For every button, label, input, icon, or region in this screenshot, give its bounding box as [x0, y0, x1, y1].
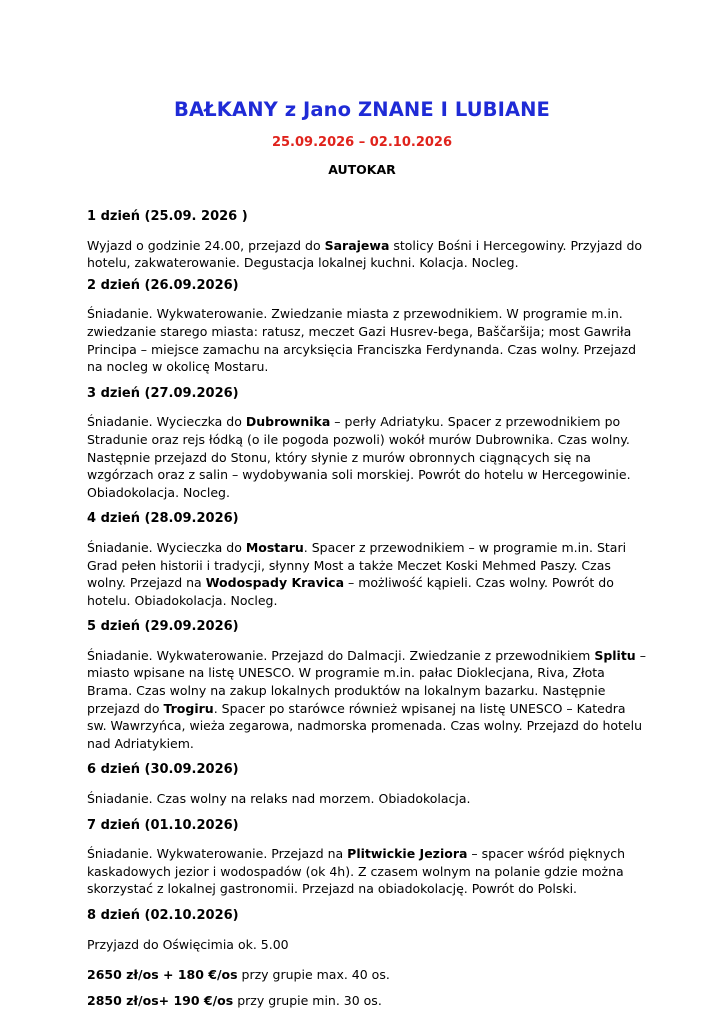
day-section	[87, 907, 647, 953]
highlighted-place: Splitu	[594, 647, 636, 663]
day-section	[87, 618, 647, 752]
day-section	[87, 510, 647, 609]
highlighted-place: Dubrownika	[245, 414, 331, 430]
day-description	[87, 237, 647, 272]
day-heading: 4 dzień (28.09.2026)	[87, 511, 239, 527]
day-heading: 6 dzień (30.09.2026)	[87, 762, 239, 778]
price-amount: 2650 zł/os + 180 €/os	[87, 967, 238, 983]
trip-dates: 25.09.2026 – 02.10.2026	[271, 135, 453, 150]
description-text: stolicy Bośni i Hercegowiny. Przyjazd do hotelu, zakwaterowanie. Degustacja lokalnej kuchni. Kolacja. Nocleg.	[87, 237, 643, 271]
day-section	[87, 761, 647, 807]
day-description	[87, 936, 647, 954]
description-text: . Spacer po starówce również wpisanej na listę UNESCO – Katedra sw. Wawrzyńca, wieża zegarowa, nadmorska promenada. Czas wolny. Przejazd do hotelu nad Adriatykiem.	[87, 700, 643, 751]
day-heading: 1 dzień (25.09. 2026 )	[87, 209, 248, 224]
highlighted-place: Wodospady Kravica	[205, 575, 345, 591]
highlighted-place: Mostaru	[245, 539, 304, 555]
description-text: Śniadanie. Wykwaterowanie. Przejazd do Dalmacji. Zwiedzanie z przewodnikiem	[87, 647, 595, 663]
day-description	[87, 845, 647, 898]
price-line	[87, 992, 647, 1010]
description-text: – miasto wpisane na listę UNESCO. W programie m.in. pałac Dioklecjana, Riva, Złota Brama. Czas wolny na zakup lokalnych produktów na lokalnym bazarku. Następnie przejazd do	[87, 647, 646, 716]
transport-type: AUTOKAR	[328, 162, 396, 177]
description-text: – możliwość kąpieli. Czas wolny. Powrót do hotelu. Obiadokolacja. Nocleg.	[87, 575, 614, 608]
description-text: – perły Adriatyku. Spacer z przewodnikiem po Stradunie oraz rejs łódką (o ile pogoda pozwoli) wokół murów Dubrownika. Czas wolny. Następnie przejazd do Stonu, który słynie z murów obronnych ciągnących się na wzgórzach oraz z salin – wydobywania soli morskiej. Powrót do hotelu w Hercegowinie. Obiadokolacja. Nocleg.	[87, 414, 631, 500]
day-description	[87, 305, 647, 375]
description-text: Przyjazd do Oświęcimia ok. 5.00	[87, 936, 289, 952]
day-section	[87, 277, 647, 376]
description-text: Śniadanie. Czas wolny na relaks nad morzem. Obiadokolacja.	[87, 791, 471, 807]
description-text: Śniadanie. Wycieczka do	[87, 539, 246, 555]
description-text: . Spacer z przewodnikiem – w programie m.in. Stari Grad pełen historii i tradycji, słynny Most a także Meczet Koski Mehmed Paszy. Czas wolny. Przejazd na	[87, 539, 627, 591]
day-heading: 7 dzień (01.10.2026)	[87, 817, 239, 833]
itinerary	[87, 208, 647, 1017]
day-heading: 5 dzień (29.09.2026)	[87, 619, 239, 635]
description-text: Śniadanie. Wykwaterowanie. Zwiedzanie miasta z przewodnikiem. W programie m.in. zwiedzanie starego miasta: ratusz, meczet Gazi Husrev-bega, Baščaršija; most Gawriła Principa – miejsce zamachu na arcyksięcia Franciszka Ferdynanda. Czas wolny. Przejazd na nocleg w okolicę Mostaru.	[87, 306, 637, 375]
price-line	[87, 966, 647, 984]
highlighted-place: Sarajewa	[324, 237, 390, 253]
description-text: Wyjazd o godzinie 24.00, przejazd do	[87, 237, 325, 253]
price-amount: 2850 zł/os+ 190 €/os	[87, 992, 234, 1008]
day-description	[87, 539, 647, 609]
page-title: BAŁKANY z Jano ZNANE I LUBIANE	[174, 98, 550, 121]
day-description	[87, 413, 647, 501]
price-condition: przy grupie max. 40 os.	[237, 967, 390, 983]
day-heading: 3 dzień (27.09.2026)	[87, 385, 239, 401]
day-heading: 2 dzień (26.09.2026)	[87, 277, 239, 293]
price-condition: przy grupie min. 30 os.	[233, 992, 382, 1008]
day-section	[87, 208, 647, 272]
highlighted-place: Plitwickie Jeziora	[347, 846, 468, 862]
day-heading: 8 dzień (02.10.2026)	[87, 908, 239, 923]
description-text: – spacer wśród pięknych kaskadowych jezior i wodospadów (ok 4h). Z czasem wolnym na polanie gdzie można skorzystać z lokalnej gastronomii. Przejazd na obiadokolację. Powrót do Polski.	[87, 846, 626, 897]
day-section	[87, 817, 647, 898]
description-text: Śniadanie. Wykwaterowanie. Przejazd na	[87, 846, 348, 862]
day-description	[87, 790, 647, 808]
highlighted-place: Trogiru	[163, 700, 214, 716]
day-description	[87, 647, 647, 753]
day-section	[87, 385, 647, 502]
description-text: Śniadanie. Wycieczka do	[87, 414, 246, 430]
